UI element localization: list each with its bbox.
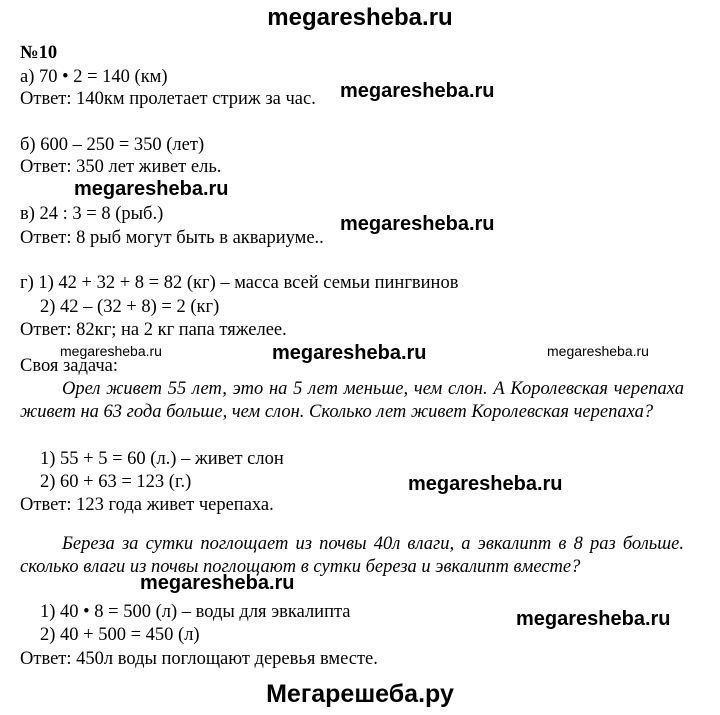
task2-step1: 1) 40 • 8 = 500 (л) – воды для эвкалипта — [40, 602, 351, 622]
part-a-calc: а) 70 • 2 = 140 (км) — [20, 67, 168, 87]
watermark: megaresheba.ru — [408, 473, 563, 495]
task2-step2: 2) 40 + 500 = 450 (л) — [40, 625, 200, 645]
part-g-calc1: г) 1) 42 + 32 + 8 = 82 (кг) – масса всей семьи пингвинов — [20, 273, 459, 293]
watermark-bottom: Мегарешеба.ру — [266, 680, 454, 708]
watermark-small: megaresheba.ru — [547, 343, 649, 359]
watermark-top: megaresheba.ru — [267, 4, 453, 31]
watermark: megaresheba.ru — [340, 80, 495, 102]
part-a-answer: Ответ: 140км пролетает стриж за час. — [20, 89, 316, 109]
watermark: megaresheba.ru — [74, 178, 229, 200]
watermark: megaresheba.ru — [272, 342, 427, 364]
problem-number: №10 — [20, 43, 58, 63]
part-b-calc: б) 600 – 250 = 350 (лет) — [20, 135, 205, 155]
part-g-calc2: 2) 42 – (32 + 8) = 2 (кг) — [40, 297, 220, 317]
own-task-label: Своя задача: — [20, 356, 119, 376]
part-g-answer: Ответ: 82кг; на 2 кг папа тяжелее. — [20, 320, 287, 340]
part-v-calc: в) 24 : 3 = 8 (рыб.) — [20, 204, 164, 224]
part-b-answer: Ответ: 350 лет живет ель. — [20, 157, 222, 177]
task1-answer: Ответ: 123 года живет черепаха. — [20, 495, 274, 515]
task1-step1: 1) 55 + 5 = 60 (л.) – живет слон — [40, 449, 284, 469]
watermark: megaresheba.ru — [140, 572, 295, 594]
task1-step2: 2) 60 + 63 = 123 (г.) — [40, 472, 192, 492]
task2-answer: Ответ: 450л воды поглощают деревья вместе. — [20, 649, 378, 669]
part-v-answer: Ответ: 8 рыб могут быть в аквариуме.. — [20, 228, 324, 248]
task2-text: Береза за сутки поглощает из почвы 40л влаги, а эвкалипт в 8 раз больше. сколько влаги из почвы поглощают в сутки береза и эвкалипт вместе? — [20, 534, 684, 577]
task1-text: Орел живет 55 лет, это на 5 лет меньше, чем слон. А Королевская черепаха живет на 63 года больше, чем слон. Сколько лет живет Королевская черепаха? — [20, 379, 684, 422]
watermark: megaresheba.ru — [516, 608, 671, 630]
watermark: megaresheba.ru — [340, 213, 495, 235]
watermark-small: megaresheba.ru — [60, 343, 162, 359]
